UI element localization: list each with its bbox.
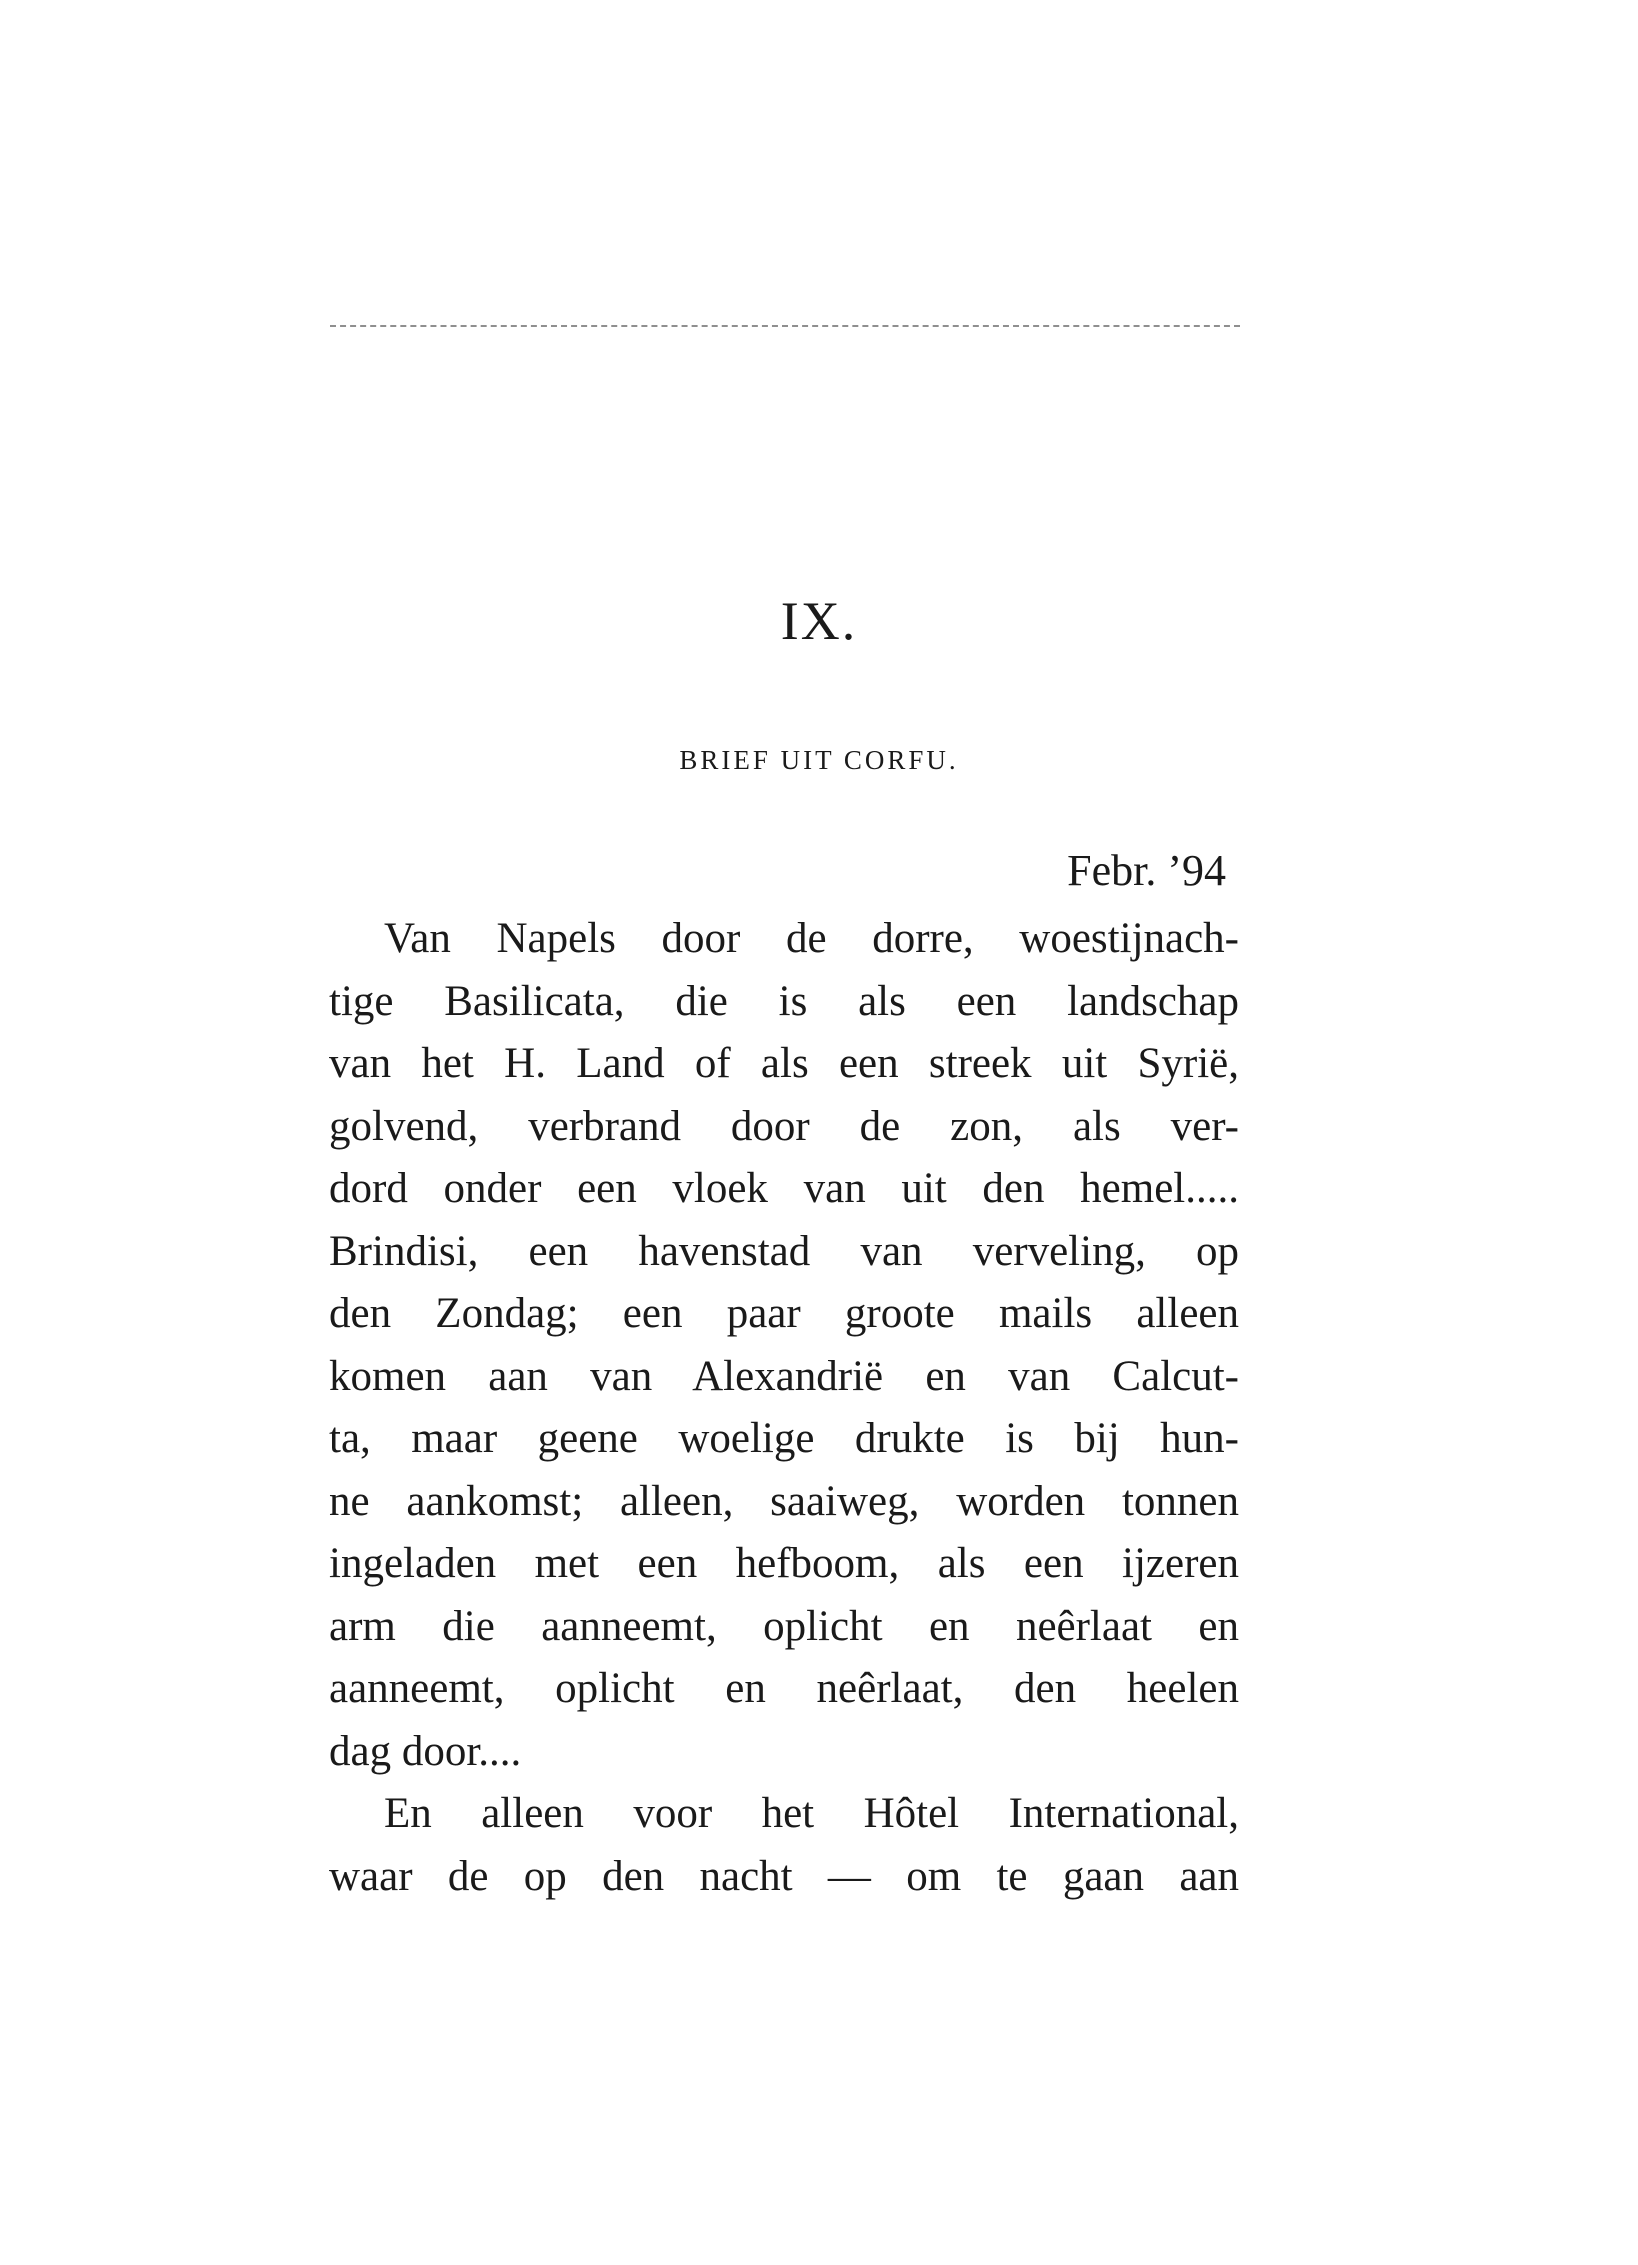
text-line: tige Basilicata, die is als een landschap bbox=[329, 977, 1239, 1025]
text-line: van het H. Land of als een streek uit Syrië, bbox=[329, 1040, 1239, 1087]
text-line: arm die aanneemt, oplicht en neêrlaat en bbox=[329, 1602, 1239, 1650]
chapter-title: BRIEF UIT CORFU. bbox=[679, 745, 959, 775]
text-line: ne aankomst; alleen, saaiweg, worden tonnen bbox=[329, 1477, 1239, 1525]
text-line: ingeladen met een hefboom, als een ijzeren bbox=[329, 1540, 1239, 1587]
text-line: ta, maar geene woelige drukte is bij hun- bbox=[329, 1415, 1239, 1462]
header-rule bbox=[330, 325, 1240, 327]
text-line: aanneemt, oplicht en neêrlaat, den heelen bbox=[329, 1665, 1239, 1712]
text-line: komen aan van Alexandrië en van Calcut- bbox=[329, 1352, 1239, 1400]
text-line: dag door.... bbox=[329, 1727, 522, 1775]
text-line: dord onder een vloek van uit den hemel..... bbox=[329, 1165, 1239, 1212]
text-line: Van Napels door de dorre, woestijnach- bbox=[384, 915, 1239, 962]
body-text bbox=[329, 908, 1239, 1908]
text-line: den Zondag; een paar groote mails alleen bbox=[329, 1290, 1239, 1337]
text-line: En alleen voor het Hôtel International, bbox=[384, 1790, 1239, 1837]
dateline: Febr. ’94 bbox=[1067, 846, 1226, 895]
chapter-number: IX. bbox=[780, 591, 858, 651]
text-line: golvend, verbrand door de zon, als ver- bbox=[329, 1102, 1239, 1150]
text-line: waar de op den nacht — om te gaan aan bbox=[329, 1852, 1239, 1900]
text-line: Brindisi, een havenstad van verveling, op bbox=[329, 1227, 1239, 1275]
